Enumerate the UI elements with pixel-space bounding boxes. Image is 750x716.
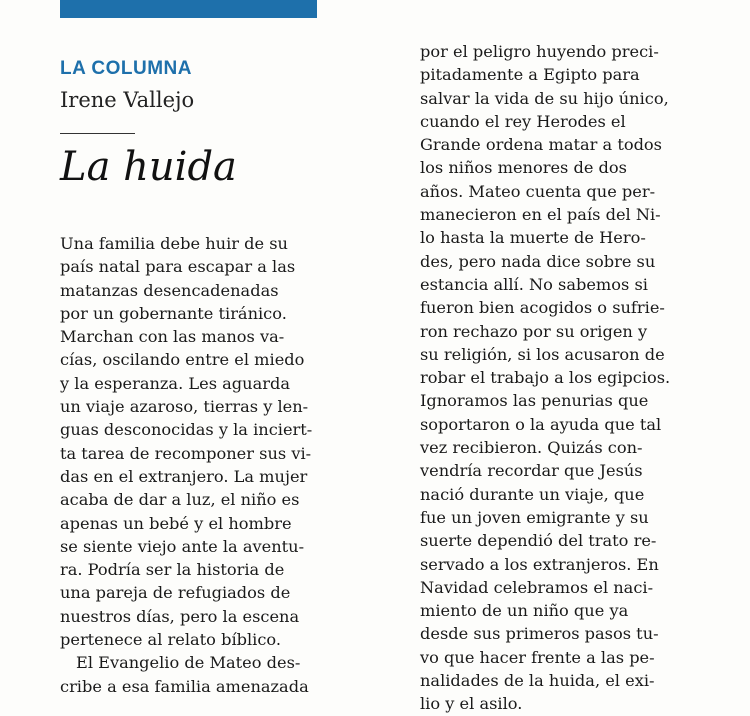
section-color-bar bbox=[60, 0, 317, 18]
text-line: cuando el rey Herodes el bbox=[420, 111, 626, 131]
text-line: estancia allí. No sabemos si bbox=[420, 274, 648, 294]
author-name: Irene Vallejo bbox=[60, 88, 195, 112]
text-line: robar el trabajo a los egipcios. bbox=[420, 368, 671, 388]
title-divider bbox=[60, 133, 135, 134]
text-line: nuestros días, pero la escena bbox=[60, 606, 300, 626]
text-line: por un gobernante tiránico. bbox=[60, 303, 287, 323]
text-line: des, pero nada dice sobre su bbox=[420, 251, 656, 271]
section-label: LA COLUMNA bbox=[60, 58, 192, 79]
text-line: fueron bien acogidos o sufrie- bbox=[420, 298, 665, 318]
text-line: se siente viejo ante la aventu- bbox=[60, 536, 305, 556]
text-line: los niños menores de dos bbox=[420, 158, 627, 178]
text-line: acaba de dar a luz, el niño es bbox=[60, 490, 300, 510]
text-line: miento de un niño que ya bbox=[420, 601, 629, 621]
text-line: nació durante un viaje, que bbox=[420, 484, 645, 504]
text-line: soportaron o la ayuda que tal bbox=[420, 414, 662, 434]
article-column-1 bbox=[60, 232, 313, 698]
text-line: cribe a esa familia amenazada bbox=[60, 676, 309, 696]
text-line: apenas un bebé y el hombre bbox=[60, 513, 292, 533]
text-line: por el peligro huyendo preci- bbox=[420, 42, 659, 61]
text-line: fue un joven emigrante y su bbox=[420, 507, 649, 527]
text-line: vez recibieron. Quizás con- bbox=[420, 438, 643, 458]
text-line: un viaje azaroso, tierras y len- bbox=[60, 397, 309, 417]
text-line: su religión, si los acusaron de bbox=[420, 344, 665, 364]
text-line: y la esperanza. Les aguarda bbox=[60, 373, 291, 393]
text-line: una pareja de refugiados de bbox=[60, 583, 291, 603]
text-line: manecieron en el país del Ni- bbox=[420, 205, 661, 225]
text-line: das en el extranjero. La mujer bbox=[60, 466, 308, 486]
text-line: lio y el asilo. bbox=[420, 694, 523, 714]
text-line: matanzas desencadenadas bbox=[60, 280, 279, 300]
text-line: Ignoramos las penurias que bbox=[420, 391, 649, 411]
text-line: cías, oscilando entre el miedo bbox=[60, 350, 305, 370]
text-line: años. Mateo cuenta que per- bbox=[420, 181, 656, 201]
text-line: ra. Podría ser la historia de bbox=[60, 560, 285, 580]
text-line: país natal para escapar a las bbox=[60, 257, 296, 277]
text-line: pertenece al relato bíblico. bbox=[60, 630, 282, 650]
text-line: El Evangelio de Mateo des- bbox=[76, 653, 301, 673]
text-line: ta tarea de recomponer sus vi- bbox=[60, 443, 312, 463]
text-line: Una familia debe huir de su bbox=[60, 234, 288, 253]
text-line: suerte dependió del trato re- bbox=[420, 531, 657, 551]
text-line: vendría recordar que Jesús bbox=[420, 461, 643, 481]
text-line: nalidades de la huida, el exi- bbox=[420, 671, 655, 691]
text-line: Grande ordena matar a todos bbox=[420, 135, 662, 155]
article-title: La huida bbox=[60, 144, 237, 190]
text-line: lo hasta la muerte de Hero- bbox=[420, 228, 646, 248]
text-line: vo que hacer frente a las pe- bbox=[420, 647, 655, 667]
text-line: Marchan con las manos va- bbox=[60, 327, 285, 347]
text-line: pitadamente a Egipto para bbox=[420, 65, 640, 85]
text-line: Navidad celebramos el naci- bbox=[420, 577, 654, 597]
text-line: guas desconocidas y la inciert- bbox=[60, 420, 313, 440]
text-line: ron rechazo por su origen y bbox=[420, 321, 648, 341]
text-line: desde sus primeros pasos tu- bbox=[420, 624, 659, 644]
text-line: servado a los extranjeros. En bbox=[420, 554, 659, 574]
text-line: salvar la vida de su hijo único, bbox=[420, 88, 669, 108]
article-column-2 bbox=[420, 40, 690, 716]
